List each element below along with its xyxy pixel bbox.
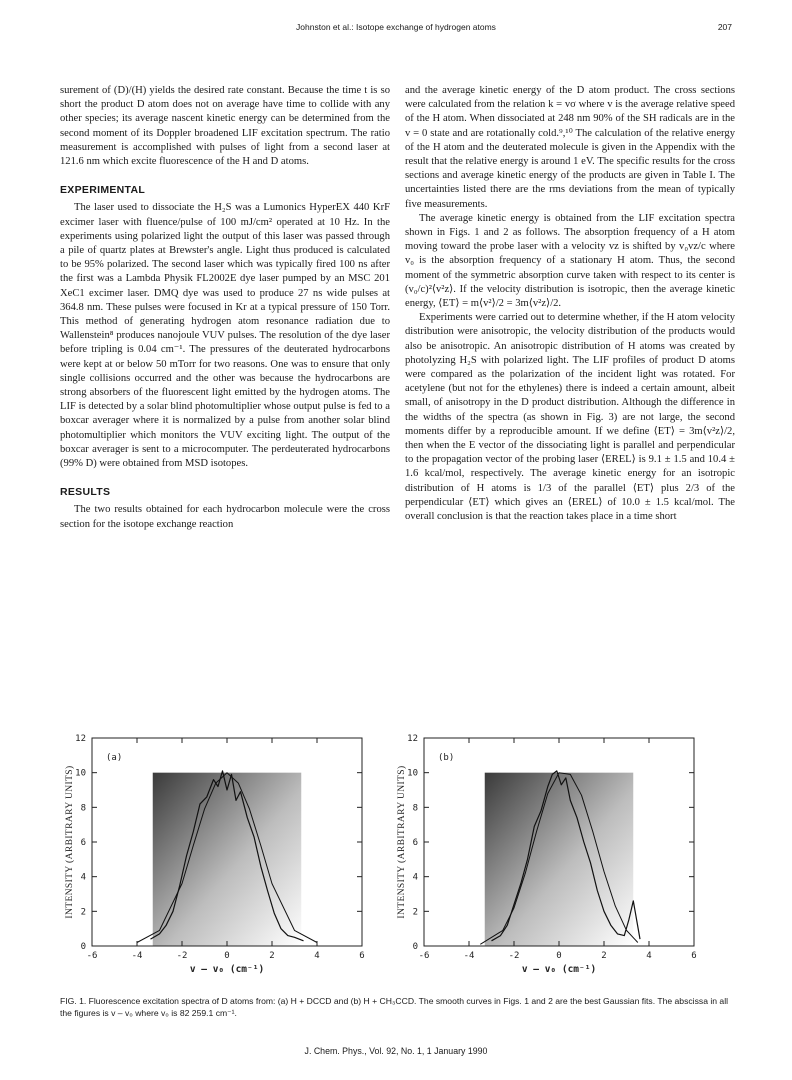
running-header: Johnston et al.: Isotope exchange of hydrogen atoms — [296, 22, 496, 32]
panel-label: (b) — [438, 753, 455, 763]
y-tick-label: 2 — [80, 907, 86, 918]
x-tick-label: 4 — [646, 951, 652, 961]
y-tick-label: 4 — [412, 872, 418, 883]
shaded-region — [153, 773, 302, 946]
page-number: 207 — [717, 22, 732, 32]
y-axis-label: INTENSITY (ARBITRARY UNITS) — [65, 765, 75, 919]
y-tick-label: 4 — [80, 872, 86, 883]
y-tick-label: 0 — [80, 942, 86, 952]
y-tick-label: 6 — [80, 838, 86, 848]
x-tick-label: 0 — [556, 951, 562, 961]
y-tick-label: 8 — [80, 803, 86, 814]
x-axis-label: v – v₀ (cm⁻¹) — [189, 964, 265, 975]
figure-panel-a — [60, 730, 390, 980]
x-axis-label: v – v₀ (cm⁻¹) — [521, 964, 597, 975]
section-heading-experimental: EXPERIMENTAL — [60, 184, 146, 197]
x-tick-label: 6 — [359, 951, 365, 961]
y-tick-label: 10 — [75, 768, 86, 779]
figure-panel-b — [392, 730, 722, 980]
x-tick-label: 4 — [314, 951, 320, 961]
paragraph: The average kinetic energy is obtained from the LIF excitation spectra shown in Figs. 1 and 2 as follows. The absorption frequency of a H atom moving toward the probe laser with a velocity vz is shifted by v₀vz/c where v₀ is the absorption frequency of a stationary H atom. Thus, the second moment of the symmetric absorption curve taken with respect to its center is (v₀/c)²⟨v²z⟩. If the velocity distribution is isotropic, then the average kinetic energy, ⟨ET⟩ = m⟨v²⟩/2 = 3m⟨v²z⟩/2. — [405, 212, 735, 310]
y-tick-label: 12 — [75, 734, 86, 744]
x-tick-label: -2 — [176, 951, 188, 961]
y-tick-label: 12 — [407, 734, 418, 744]
x-tick-label: -4 — [463, 951, 475, 961]
x-tick-label: -2 — [508, 951, 520, 961]
x-tick-label: 6 — [691, 951, 697, 961]
section-heading-results: RESULTS — [60, 486, 111, 499]
paragraph: Experiments were carried out to determine whether, if the H atom velocity distribution were anisotropic, the velocity distribution of the products would also be anisotropic. An anisotropic distribution of H atoms was created by photolyzing H₂S with polarized light. The LIF profiles of product D atoms were compared as the polarization of the incident light was rotated. For acetylene (but not for the ethylenes) there is indeed a certain amount, albeit small, of anisotropy in the D product distribution. Although the difference in the widths of the spectra (as shown in Fig. 3) are not large, the second moments differ by a reproducible amount. If we define ⟨ET⟩ = 3m⟨v²z⟩/2, then when the E vector of the dissociating light is parallel and perpendicular to the propagation vector of the probing laser ⟨EREL⟩ is 9.1 ± 1.5 and 10.4 ± 1.6 kcal/mol, respectively. The average kinetic energy for an isotropic distribution of H atoms is 1/3 of the parallel ⟨ET⟩ plus 2/3 of the perpendicular ⟨ET⟩ which gives an ⟨EREL⟩ of 10.0 ± 1.5 kcal/mol. The overall conclusion is that the reaction takes place in a time short — [405, 312, 735, 523]
figure-caption: FIG. 1. Fluorescence excitation spectra of D atoms from: (a) H + DCCD and (b) H + CH₃CCD. The smooth curves in Figs. 1 and 2 are the best Gaussian fits. The abscissa in all the figures is v – v₀ where v₀ is 82 259.1 cm⁻¹. — [60, 996, 729, 1018]
paragraph: The two results obtained for each hydrocarbon molecule were the cross section for the isotope exchange reaction — [60, 504, 390, 530]
spectrum-chart-b — [392, 730, 722, 980]
journal-footer: J. Chem. Phys., Vol. 92, No. 1, 1 January 1990 — [304, 1046, 488, 1056]
y-axis-label: INTENSITY (ARBITRARY UNITS) — [397, 765, 407, 919]
x-tick-label: 2 — [269, 951, 275, 961]
x-tick-label: 2 — [601, 951, 607, 961]
paragraph: and the average kinetic energy of the D atom product. The cross sections were calculated from the relation k = vσ where v is the average relative speed of the H atom. When dissociated at 248 nm 90% of the SH radicals are in the v = 0 state and are rotationally cold.⁹,¹⁰ The calculation of the relative energy of the H atom and the deuterated molecule is given in the Appendix with the result that the relative energy is around 1 eV. The specific results for the cross sections and average kinetic energy of the products are given in Table I. The uncertainties listed there are the rms deviations from the mean of typically five measurements. — [405, 85, 735, 210]
y-tick-label: 6 — [412, 838, 418, 848]
right-column — [405, 84, 735, 524]
x-tick-label: -4 — [131, 951, 143, 961]
paragraph: The laser used to dissociate the H₂S was a Lumonics HyperEX 440 KrF excimer laser with fluence/pulse of 100 mJ/cm² operated at 10 Hz. In the experiments using polarized light the output of this laser was passed through a pile of quartz plates at Brewster's angle. Light thus produced is calculated to be 95% polarized. The second laser which was typically fired 100 ns after the first was a Lambda Physik FL2002E dye laser pumped by an MSC 201 XeC1 excimer laser. DMQ dye was used to produce 27 ns wide pulses at 364.8 nm. These pulses were focused in Kr at a typical pressure of 150 Torr. This method of generating hydrogen atom resonance radiation due to Wallenstein⁸ produces nanojoule VUV pulses. The resolution of the dye laser before tripling is 0.04 cm⁻¹. The pressures of the deuterated hydrocarbons were kept at or below 50 mTorr for two reasons. One was to ensure that only single collisions occurred and the other was because the hydrocarbons are strong absorbers of the fluorescent light emitted by the hydrogen atoms. The LIF is detected by a solar blind photomultiplier whose output pulse is fed to a boxcar averager where it is normalized by a pulse from another solar blind photomultiplier which monitors the VUV exciting light. The output of the boxcar averager is sent to a microcomputer. The perdeuterated hydrocarbons (99% D) were obtained from MSD isotopes. — [60, 202, 390, 470]
spectrum-chart-a — [60, 730, 390, 980]
y-tick-label: 8 — [412, 803, 418, 814]
x-tick-label: -6 — [86, 951, 98, 961]
panel-label: (a) — [106, 753, 123, 763]
y-tick-label: 2 — [412, 907, 418, 918]
y-tick-label: 10 — [407, 768, 418, 779]
left-column — [60, 84, 390, 532]
x-tick-label: 0 — [224, 951, 230, 961]
x-tick-label: -6 — [418, 951, 430, 961]
y-tick-label: 0 — [412, 942, 418, 952]
paragraph: surement of (D)/(H) yields the desired rate constant. Because the time t is so short the product D atom does not on average have time to collide with any other species; its average nascent kinetic energy can be determined from the second moment of its Doppler broadened LIF excitation spectrum. The ratio measurement is accomplished with pulses of light from a second laser at 121.6 nm which excite fluorescence of the H and D atoms. — [60, 85, 390, 168]
shaded-region — [485, 773, 634, 946]
